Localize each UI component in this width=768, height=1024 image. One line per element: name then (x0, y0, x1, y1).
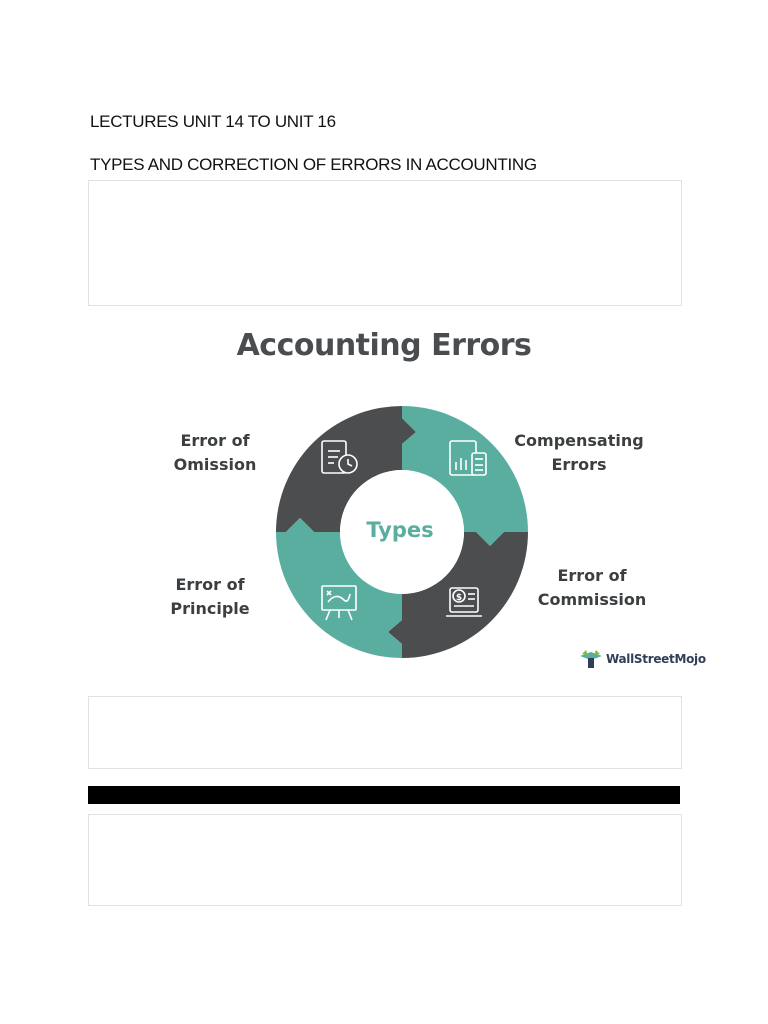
empty-content-box (88, 180, 682, 306)
label-error-of-commission: Error of Commission (537, 566, 647, 609)
watermark-text: WallStreetMojo (606, 652, 706, 666)
label-compensating-errors: Compensating Errors (514, 431, 644, 474)
label-error-of-principle: Error of Principle (170, 575, 250, 618)
wallstreetmojo-watermark (578, 646, 706, 672)
wallstreetmojo-logo-icon (578, 646, 604, 672)
document-heading-lectures: LECTURES UNIT 14 TO UNIT 16 (90, 112, 336, 131)
center-types-label: Types (366, 518, 434, 542)
infographic-title: Accounting Errors (236, 328, 532, 363)
svg-text:$: $ (455, 593, 463, 603)
types-ring-diagram (0, 310, 768, 690)
black-divider-bar (88, 786, 680, 804)
document-heading-topic: TYPES AND CORRECTION OF ERRORS IN ACCOUNTING (90, 155, 537, 174)
accounting-errors-infographic (0, 310, 768, 690)
empty-content-box (88, 814, 682, 906)
label-error-of-omission: Error of Omission (173, 431, 257, 474)
empty-content-box (88, 696, 682, 769)
